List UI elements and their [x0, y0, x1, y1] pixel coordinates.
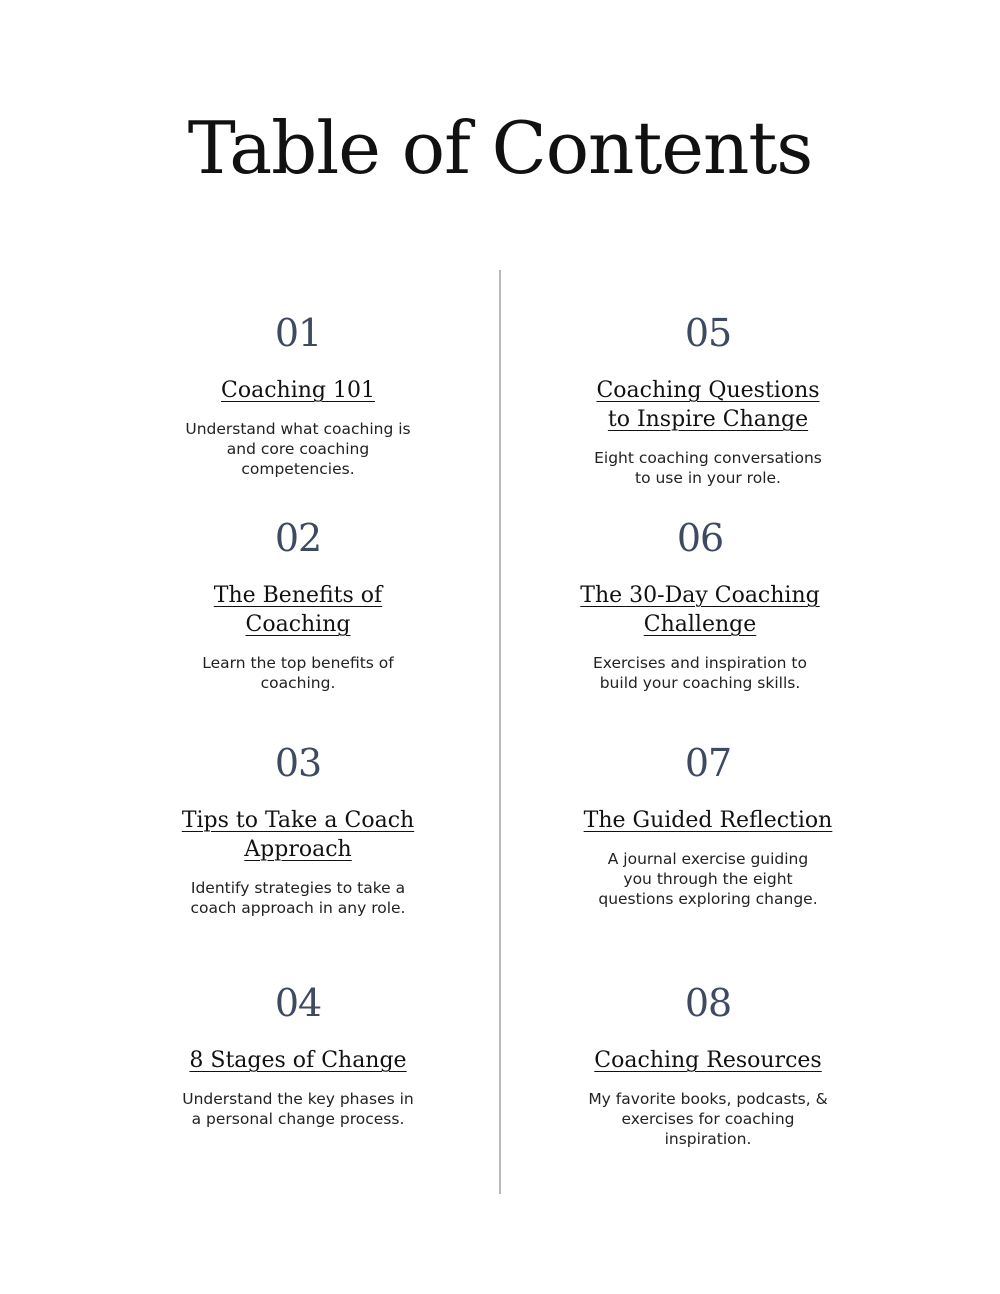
toc-entry-07	[558, 740, 858, 909]
description-line: competencies.	[241, 460, 355, 478]
description-line: A journal exercise guiding	[607, 850, 809, 868]
entry-heading-link[interactable]	[558, 376, 858, 434]
column-divider	[499, 270, 501, 1194]
description-line: coaching.	[260, 674, 336, 692]
entry-number: 01	[274, 311, 322, 355]
entry-number: 08	[684, 981, 732, 1025]
description-line: Identify strategies to take a	[190, 879, 406, 897]
entry-number: 03	[274, 741, 322, 785]
entry-heading-link[interactable]	[558, 1046, 858, 1075]
heading-line: Coaching Questions	[596, 378, 820, 403]
description-line: inspiration.	[664, 1130, 752, 1148]
entry-heading-link[interactable]	[558, 806, 858, 835]
entry-description	[558, 1089, 858, 1149]
heading-line: The 30-Day Coaching	[580, 583, 820, 608]
description-line: My favorite books, podcasts, &	[588, 1090, 828, 1108]
description-line: and core coaching	[226, 440, 370, 458]
entry-heading-link[interactable]	[148, 581, 448, 639]
toc-entry-02	[148, 515, 448, 693]
entry-heading-link[interactable]	[148, 376, 448, 405]
description-line: questions exploring change.	[598, 890, 818, 908]
description-line: coach approach in any role.	[190, 899, 406, 917]
heading-line: to Inspire Change	[607, 407, 809, 432]
toc-entry-08	[558, 980, 858, 1149]
entry-number: 02	[274, 516, 322, 560]
heading-line: The Benefits of	[213, 583, 383, 608]
toc-entry-04	[148, 980, 448, 1129]
heading-line: Coaching	[245, 612, 351, 637]
toc-entry-01	[148, 310, 448, 479]
toc-entry-06	[550, 515, 850, 693]
heading-line: Challenge	[643, 612, 757, 637]
description-line: you through the eight	[623, 870, 793, 888]
description-line: build your coaching skills.	[599, 674, 801, 692]
heading-line: The Guided Reflection	[583, 808, 833, 833]
entry-description	[148, 1089, 448, 1129]
heading-line: Coaching 101	[221, 378, 375, 403]
description-line: Understand the key phases in	[182, 1090, 414, 1108]
description-line: exercises for coaching	[621, 1110, 795, 1128]
toc-entry-05	[558, 310, 858, 488]
entry-description	[558, 849, 858, 909]
heading-line: Approach	[244, 837, 352, 862]
entry-heading-link[interactable]	[148, 806, 448, 864]
heading-line: Coaching Resources	[594, 1048, 822, 1073]
description-line: Exercises and inspiration to	[593, 654, 807, 672]
entry-description	[148, 653, 448, 693]
heading-line: 8 Stages of Change	[189, 1048, 407, 1073]
entry-heading-link[interactable]	[550, 581, 850, 639]
entry-description	[148, 419, 448, 479]
entry-number: 07	[684, 741, 732, 785]
entry-description	[148, 878, 448, 918]
toc-entry-03	[148, 740, 448, 918]
entry-number: 05	[684, 311, 732, 355]
entry-description	[558, 448, 858, 488]
description-line: Understand what coaching is	[185, 420, 411, 438]
description-line: a personal change process.	[191, 1110, 405, 1128]
heading-line: Tips to Take a Coach	[181, 808, 415, 833]
description-line: to use in your role.	[635, 469, 781, 487]
entry-description	[550, 653, 850, 693]
entry-number: 06	[676, 516, 724, 560]
description-line: Eight coaching conversations	[594, 449, 822, 467]
page-title: Table of Contents	[187, 106, 813, 190]
entry-heading-link[interactable]	[148, 1046, 448, 1075]
entry-number: 04	[274, 981, 322, 1025]
description-line: Learn the top benefits of	[202, 654, 394, 672]
